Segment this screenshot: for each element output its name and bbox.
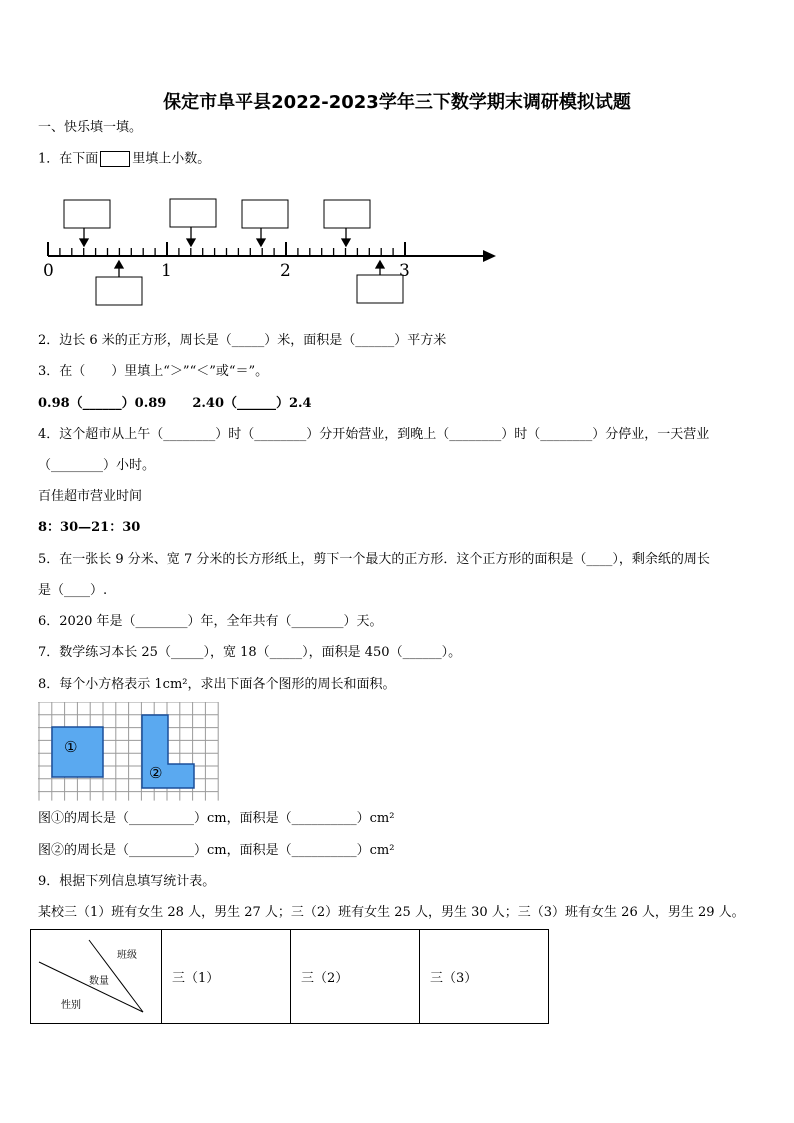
tick-label-2: 2 <box>280 261 291 281</box>
question-4-cont: （________）小时。 <box>38 458 156 473</box>
shape-1-square <box>52 727 103 777</box>
diag-label-class: 班级 <box>117 950 137 961</box>
shape-1-answer: 图①的周长是（__________）cm，面积是（__________）cm² <box>38 811 395 826</box>
tick-label-1: 1 <box>161 261 172 281</box>
tick-label-3: 3 <box>399 261 410 281</box>
grid-figure <box>38 702 220 802</box>
question-5: 5．在一张长 9 分米、宽 7 分米的长方形纸上，剪下一个最大的正方形．这个正方形的面积是（____），剩余纸的周长 <box>38 552 710 567</box>
col-header-class2: 三（2） <box>291 930 420 1024</box>
col-header-class3: 三（3） <box>420 930 549 1024</box>
section-heading: 一、快乐填一填。 <box>38 120 143 135</box>
store-hours-value: 8：30—21：30 <box>38 520 141 535</box>
answer-box-top-3[interactable] <box>242 200 288 228</box>
question-3: 3．在（ ）里填上“＞”“＜”或“＝”。 <box>38 364 269 379</box>
answer-box-top-1[interactable] <box>64 200 110 228</box>
question-6: 6．2020 年是（________）年，全年共有（________）天。 <box>38 614 383 629</box>
question-9: 9．根据下列信息填写统计表。 <box>38 874 216 889</box>
store-hours-title: 百佳超市营业时间 <box>38 489 143 504</box>
q1-text-pre: 1．在下面 <box>38 151 99 167</box>
shape-1-label: ① <box>64 738 78 756</box>
question-4: 4．这个超市从上午（________）时（________）分开始营业，到晚上（________）时（________）分停业，一天营业 <box>38 427 710 442</box>
answer-box-top-4[interactable] <box>324 200 370 228</box>
diag-label-count: 数量 <box>89 976 109 987</box>
answer-box-top-2[interactable] <box>170 199 216 227</box>
question-7: 7．数学练习本长 25（_____），宽 18（_____），面积是 450（______）。 <box>38 645 462 660</box>
stats-table <box>30 929 549 1024</box>
number-line <box>30 190 510 315</box>
question-9-info: 某校三（1）班有女生 28 人，男生 27 人；三（2）班有女生 25 人，男生 30 人；三（3）班有女生 26 人，男生 29 人。 <box>38 905 745 920</box>
col-header-class1: 三（1） <box>162 930 291 1024</box>
table-row <box>31 930 549 1024</box>
answer-box-sample <box>100 151 130 167</box>
answer-box-bottom-2[interactable] <box>357 275 403 303</box>
q1-text-post: 里填上小数。 <box>132 151 211 167</box>
number-line-arrowhead <box>483 250 496 262</box>
diag-label-gender: 性别 <box>61 1000 81 1011</box>
shape-2-label: ② <box>149 764 163 782</box>
question-1 <box>38 151 210 168</box>
page-title: 保定市阜平县2022-2023学年三下数学期末调研模拟试题 <box>163 92 631 113</box>
question-3-items: 0.98（______）0.89 2.40（______）2.4 <box>38 396 312 411</box>
question-8: 8．每个小方格表示 1cm²，求出下面各个图形的周长和面积。 <box>38 677 396 692</box>
shape-2-answer: 图②的周长是（__________）cm，面积是（__________）cm² <box>38 843 395 858</box>
diagonal-header-cell <box>31 930 162 1024</box>
answer-box-bottom-1[interactable] <box>96 277 142 305</box>
tick-label-0: 0 <box>43 261 54 281</box>
question-2: 2．边长 6 米的正方形，周长是（_____）米，面积是（______）平方米 <box>38 333 447 348</box>
question-5-cont: 是（____）. <box>38 583 108 598</box>
